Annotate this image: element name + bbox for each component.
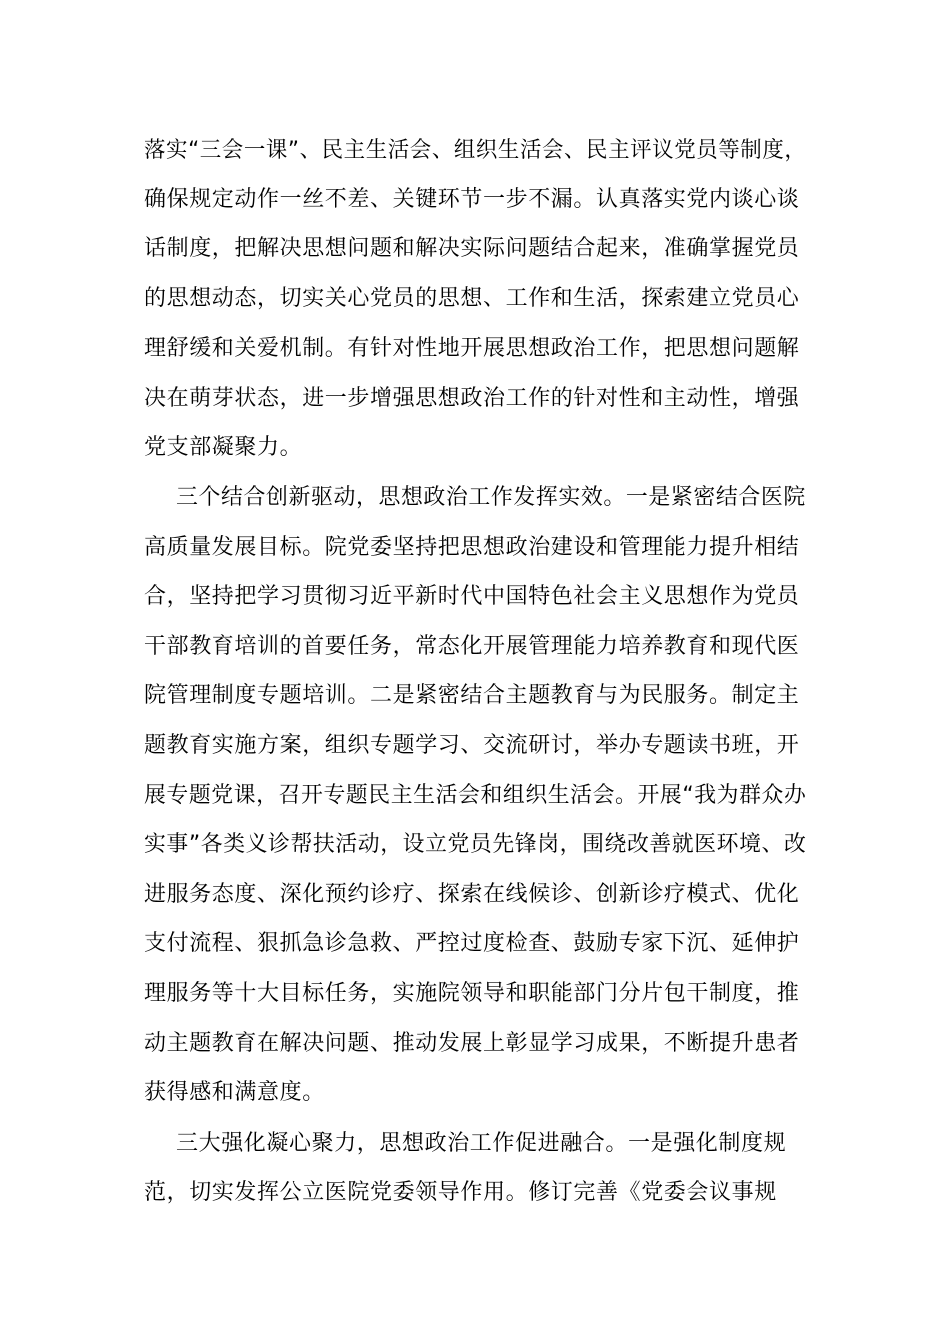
text-line: 确保规定动作一丝不差、关键环节一步不漏。认真落实党内谈心谈: [144, 187, 800, 212]
text-line: 范，切实发挥公立医院党委领导作用。修订完善《党委会议事规: [144, 1180, 777, 1205]
text-line: 题教育实施方案，组织专题学习、交流研讨，举办专题读书班，开: [144, 733, 800, 758]
text-line: 动主题教育在解决问题、推动发展上彰显学习成果，不断提升患者: [144, 1031, 800, 1056]
text-line: 干部教育培训的首要任务，常态化开展管理能力培养教育和现代医: [144, 634, 800, 659]
text-line: 话制度，把解决思想问题和解决实际问题结合起来，准确掌握党员: [144, 236, 800, 261]
text-line: 进服务态度、深化预约诊疗、探索在线候诊、创新诊疗模式、优化: [144, 882, 800, 907]
text-line: 实事”各类义诊帮扶活动，设立党员先锋岗，围绕改善就医环境、改: [144, 832, 807, 857]
text-line: 理舒缓和关爱机制。有针对性地开展思想政治工作，把思想问题解: [144, 336, 800, 361]
text-line: 合，坚持把学习贯彻习近平新时代中国特色社会主义思想作为党员: [144, 584, 800, 609]
paragraph-first-line: 三个结合创新驱动，思想政治工作发挥实效。一是紧密结合医院: [176, 485, 806, 510]
text-line: 高质量发展目标。院党委坚持把思想政治建设和管理能力提升相结: [144, 535, 800, 560]
text-line: 支付流程、狠抓急诊急救、严控过度检查、鼓励专家下沉、延伸护: [144, 931, 800, 956]
text-line: 理服务等十大目标任务，实施院领导和职能部门分片包干制度，推: [144, 981, 800, 1006]
text-line: 党支部凝聚力。: [144, 435, 303, 460]
text-line: 展专题党课，召开专题民主生活会和组织生活会。开展“我为群众办: [144, 783, 807, 808]
text-line: 决在萌芽状态，进一步增强思想政治工作的针对性和主动性，增强: [144, 386, 800, 411]
text-line: 落实“三会一课”、民主生活会、组织生活会、民主评议党员等制度，: [144, 138, 807, 163]
text-line: 获得感和满意度。: [144, 1080, 325, 1105]
text-line: 院管理制度专题培训。二是紧密结合主题教育与为民服务。制定主: [144, 683, 800, 708]
text-line: 的思想动态，切实关心党员的思想、工作和生活，探索建立党员心: [144, 286, 800, 311]
paragraph-first-line: 三大强化凝心聚力，思想政治工作促进融合。一是强化制度规: [176, 1131, 787, 1156]
